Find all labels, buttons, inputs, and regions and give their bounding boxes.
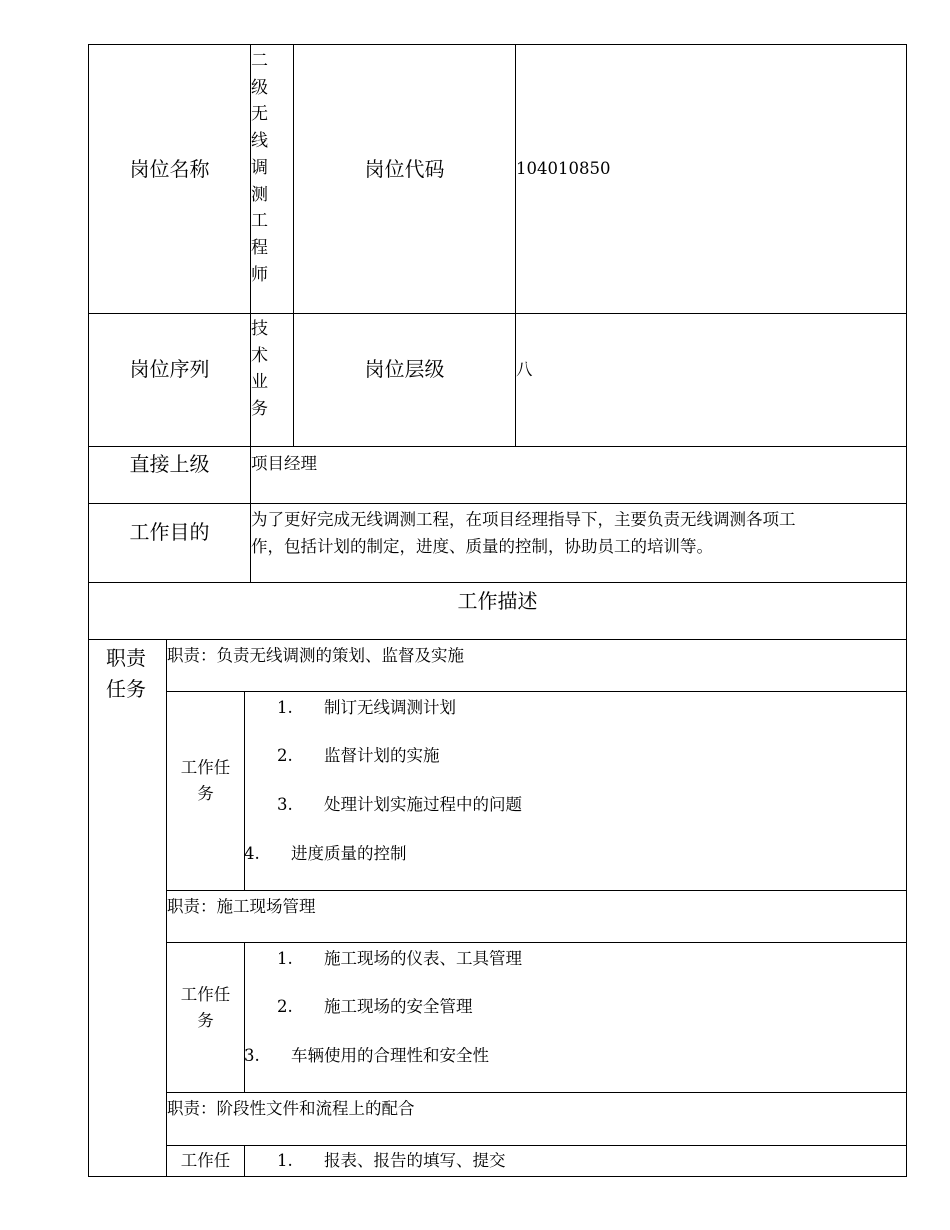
task-text: 车辆使用的合理性和安全性 [291,1046,489,1065]
task-number: 4. [244,844,260,863]
row-line [88,446,907,447]
superior-label: 直接上级 [129,452,210,476]
duty-title: 职责：负责无线调测的策划、监督及实施 [167,646,464,665]
task-number: 2. [277,997,293,1016]
task-label-line2: 务 [197,784,214,803]
row-line [166,1092,907,1093]
task-number: 3. [277,795,293,814]
border-bottom [88,1176,907,1177]
post-series-value: 技术业务 [251,319,268,420]
row-line [88,582,907,583]
task-label-line1: 工作任 [180,985,231,1004]
task-text: 报表、报告的填写、提交 [324,1151,506,1170]
task-number: 3. [244,1046,260,1065]
task-text: 进度质量的控制 [291,844,407,863]
row-line [166,890,907,891]
duty-title: 职责：阶段性文件和流程上的配合 [167,1099,415,1118]
col-line [515,44,516,447]
purpose-text-line2: 作，包括计划的制定，进度、质量的控制，协助员工的培训等。 [251,537,713,556]
task-text: 处理计划实施过程中的问题 [324,795,522,814]
post-code-label: 岗位代码 [364,157,445,181]
duties-label-line2: 任务 [106,677,146,701]
duty-title: 职责：施工现场管理 [167,897,316,916]
border-right [906,44,907,1177]
duties-label-line1: 职责 [106,646,146,670]
task-text: 监督计划的实施 [324,746,440,765]
superior-value: 项目经理 [251,454,317,473]
purpose-label: 工作目的 [129,520,210,544]
row-line [88,503,907,504]
row-line [166,1145,907,1146]
post-name-value: 二级无线调测工程师 [251,51,268,285]
row-line [166,942,907,943]
border-top [88,44,907,45]
col-line [244,942,245,1093]
task-text: 制订无线调测计划 [324,698,456,717]
task-number: 2. [277,746,293,765]
post-name-label: 岗位名称 [129,157,210,181]
task-number: 1. [277,949,293,968]
col-line [244,1145,245,1177]
section-title: 工作描述 [457,589,538,613]
task-label-line2: 务 [197,1011,214,1030]
row-line [166,691,907,692]
task-label-line1: 工作任 [180,758,231,777]
post-code-value: 104010850 [516,159,611,178]
col-line [293,44,294,447]
task-text: 施工现场的安全管理 [324,997,473,1016]
row-line [88,639,907,640]
purpose-text-line1: 为了更好完成无线调测工程，在项目经理指导下，主要负责无线调测各项工 [251,510,796,529]
post-series-label: 岗位序列 [129,357,210,381]
post-level-value: 八 [516,360,533,379]
task-text: 施工现场的仪表、工具管理 [324,949,522,968]
post-level-label: 岗位层级 [364,357,445,381]
task-label-line1: 工作任 [180,1151,231,1170]
task-number: 1. [277,698,293,717]
row-line [88,313,907,314]
task-number: 1. [277,1151,293,1170]
